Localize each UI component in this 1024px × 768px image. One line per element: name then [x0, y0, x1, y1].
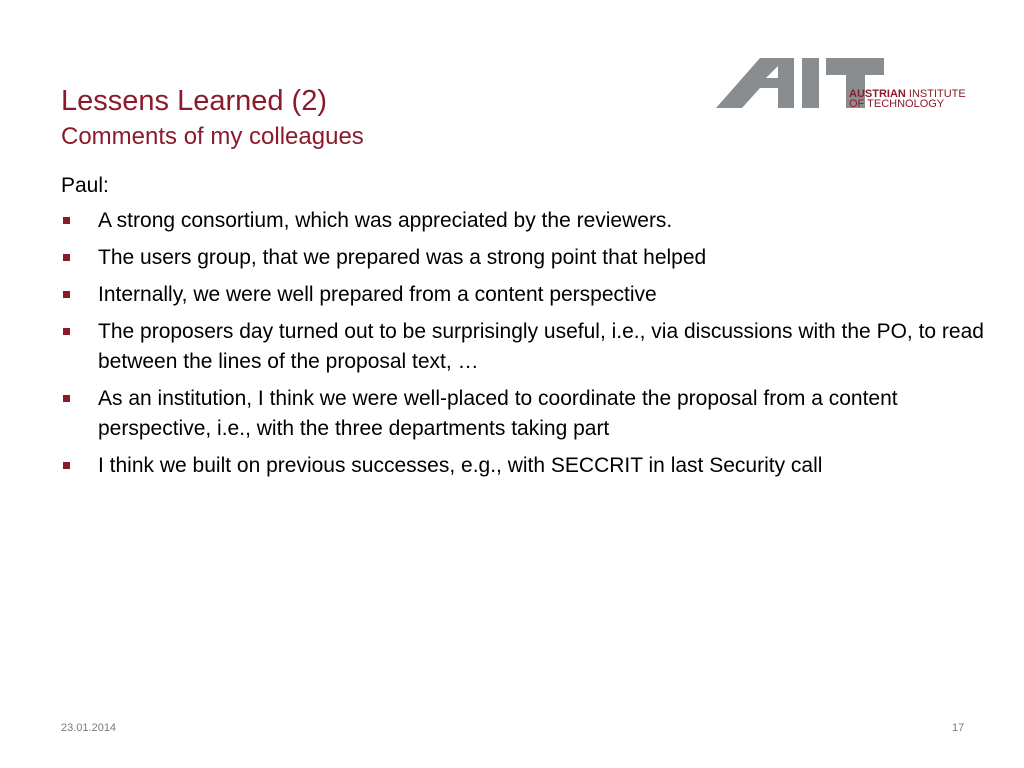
square-bullet-icon	[63, 328, 70, 335]
bullet-item	[61, 243, 1001, 273]
square-bullet-icon	[63, 291, 70, 298]
page-number: 17	[952, 722, 965, 734]
intro-label: Paul:	[61, 174, 109, 197]
footer-date: 23.01.2014	[61, 722, 117, 734]
bullet-text: The users group, that we prepared was a strong point that helped	[98, 246, 707, 269]
logo-line1-rest: INSTITUTE	[905, 88, 966, 100]
bullet-list	[61, 206, 1001, 481]
slide-subtitle: Comments of my colleagues	[61, 123, 364, 150]
square-bullet-icon	[63, 395, 70, 402]
square-bullet-icon	[63, 462, 70, 469]
bullet-item	[61, 317, 1001, 377]
bullet-text: I think we built on previous successes, e.g., with SECCRIT in last Security call	[98, 454, 823, 477]
logo-letter-a	[716, 58, 794, 108]
bullet-item	[61, 384, 1001, 444]
bullet-text: As an institution, I think we were well-placed to coordinate the proposal from a content perspective, i.e., with the three departments taking part	[98, 387, 898, 440]
square-bullet-icon	[63, 217, 70, 224]
bullet-text: Internally, we were well prepared from a content perspective	[98, 283, 657, 306]
square-bullet-icon	[63, 254, 70, 261]
logo-wordmark	[849, 89, 966, 109]
bullet-item	[61, 206, 1001, 236]
logo-letter-i	[802, 58, 819, 108]
bullet-text: The proposers day turned out to be surprisingly useful, i.e., via discussions with the PO, to read between the lines of the proposal text, …	[98, 320, 984, 373]
bullet-text: A strong consortium, which was appreciated by the reviewers.	[98, 209, 673, 232]
bullet-item	[61, 280, 1001, 310]
bullet-item	[61, 451, 1001, 481]
logo-line1-bold: AUSTRIAN	[849, 88, 906, 100]
logo-line2: OF TECHNOLOGY	[849, 98, 945, 110]
slide-title: Lessens Learned (2)	[61, 85, 327, 117]
slide-body	[61, 172, 1001, 488]
